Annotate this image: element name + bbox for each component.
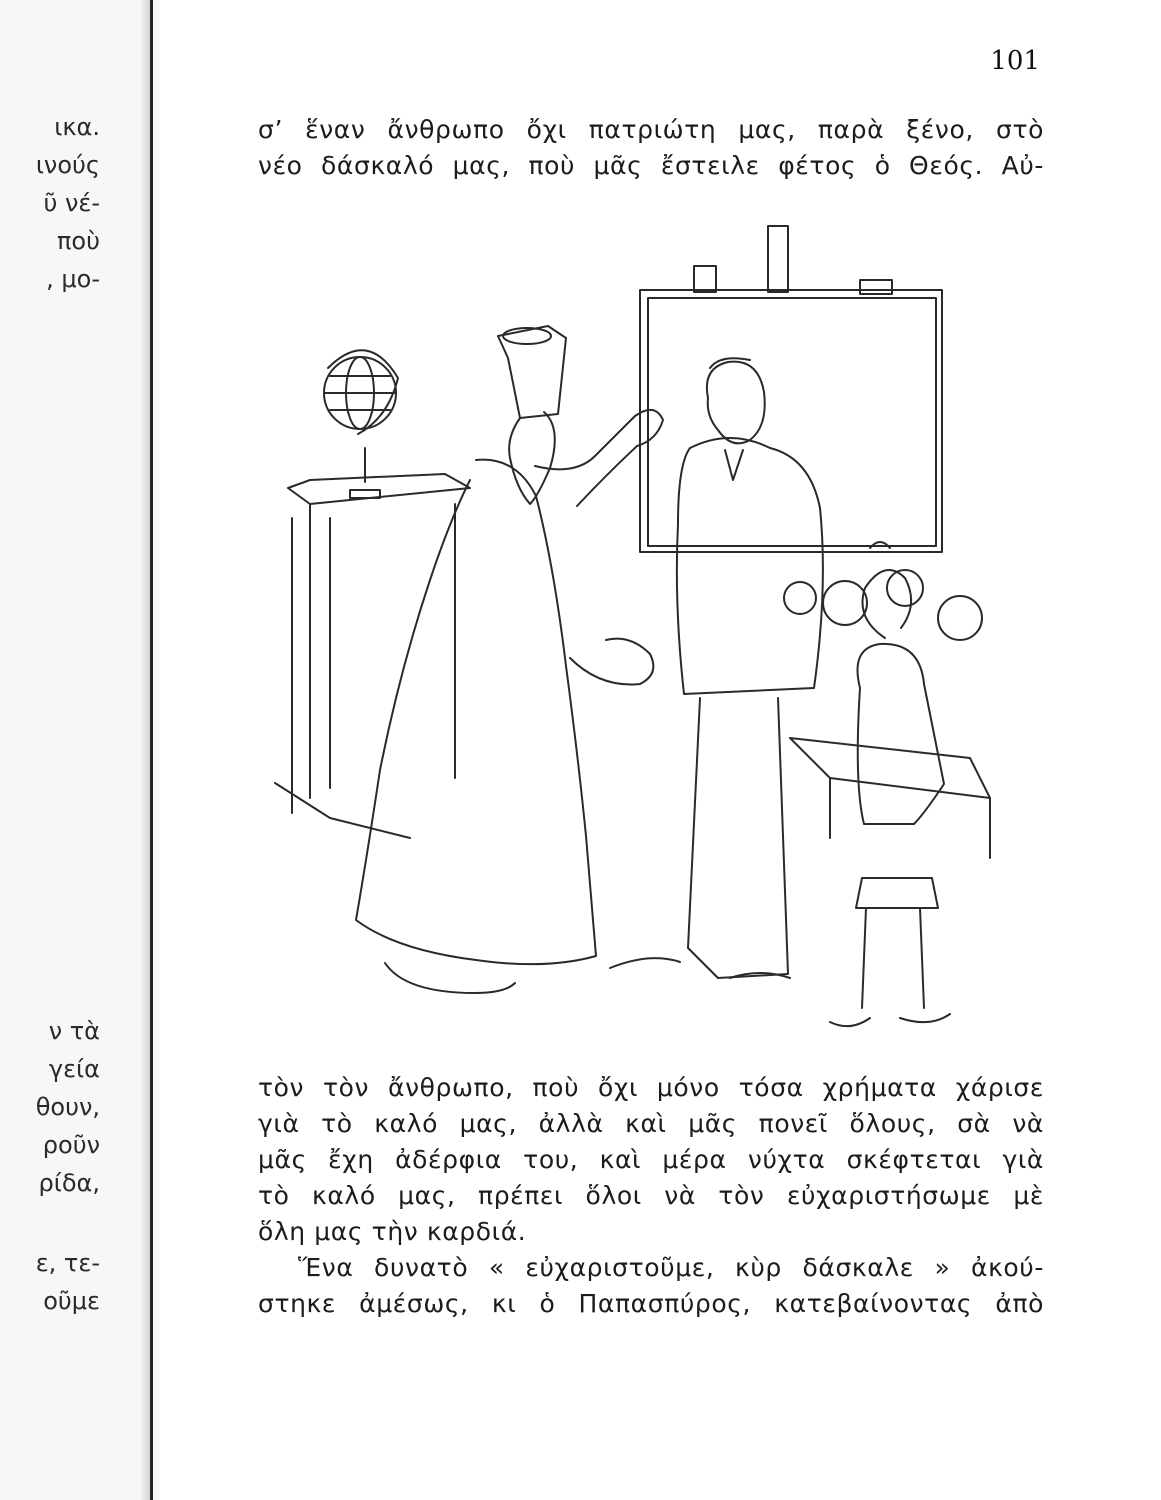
text-line: τὸ καλό μας, πρέπει ὅλοι νὰ τὸν εὐχαριστήσωμε μὲ (258, 1181, 1044, 1210)
left-fragment-line: ικα. (54, 113, 100, 141)
text-line: μᾶς ἔχη ἀδέρφια του, καὶ μέρα νύχτα σκέφτεται γιὰ (258, 1145, 1044, 1174)
left-fragment-line: γεία (48, 1055, 100, 1083)
left-fragment-line: ρίδα, (38, 1169, 100, 1197)
left-page-text-fragment-3 (0, 1244, 100, 1320)
left-fragment-line: ν τὰ (48, 1017, 100, 1045)
left-fragment-line: , μο- (46, 265, 100, 293)
left-fragment-line: ε, τε- (35, 1249, 100, 1277)
top-paragraph (258, 112, 1044, 184)
text-line: στηκε ἀμέσως, κι ὁ Παπασπύρος, κατεβαίνοντας ἀπὸ (258, 1289, 1044, 1318)
blackboard (640, 226, 942, 552)
left-facing-page (0, 0, 160, 1500)
left-page-text-fragment-1 (0, 108, 100, 298)
illustration-drawing (270, 218, 1030, 1058)
teacher-figure (610, 358, 823, 978)
left-fragment-line: θουν, (35, 1093, 100, 1121)
left-fragment-line: ροῦν (42, 1131, 100, 1159)
desk (790, 738, 990, 858)
bottom-paragraph (258, 1070, 1044, 1322)
text-line: ὅλη μας τὴν καρδιά. (258, 1217, 527, 1246)
left-fragment-line: ποὺ (56, 227, 100, 255)
text-line: νέο δάσκαλό μας, ποὺ μᾶς ἔστειλε φέτος ὁ Θεός. Αὐ- (258, 151, 1044, 180)
priest-figure (356, 326, 663, 993)
book-gutter (150, 0, 153, 1500)
left-fragment-line: ῦ νέ- (43, 189, 100, 217)
text-line: τὸν τὸν ἄνθρωπο, ποὺ ὄχι μόνο τόσα χρήματα χάρισε (258, 1073, 1044, 1102)
left-fragment-line: οῦμε (43, 1287, 100, 1315)
text-line: σ’ ἕναν ἄνθρωπο ὄχι πατριώτη μας, παρὰ ξένο, στὸ (258, 115, 1044, 144)
left-page-text-fragment-2 (0, 1012, 100, 1202)
page-number: 101 (990, 46, 1040, 76)
text-line: Ἕνα δυνατὸ « εὐχαριστοῦμε, κὺρ δάσκαλε » ἀκού- (298, 1253, 1044, 1282)
left-fragment-line: ινούς (35, 151, 100, 179)
children-figures (784, 570, 982, 1026)
text-line: γιὰ τὸ καλό μας, ἀλλὰ καὶ μᾶς πονεῖ ὅλους, σὰ νὰ (258, 1109, 1044, 1138)
cabinet (275, 474, 470, 838)
classroom-illustration (270, 218, 1030, 1058)
